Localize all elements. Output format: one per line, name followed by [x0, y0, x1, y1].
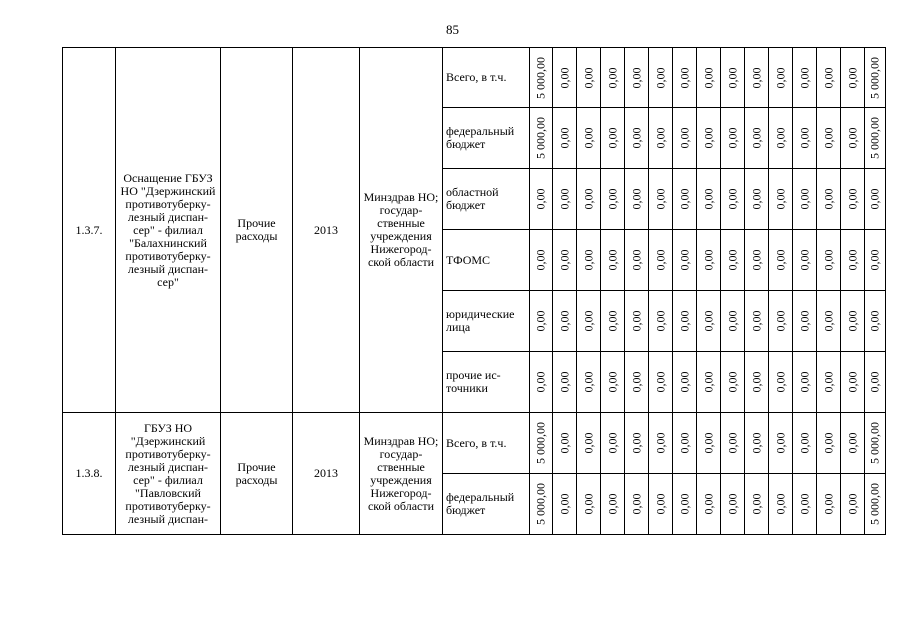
amount-value: 0,00 [653, 127, 667, 149]
amount-cell [745, 291, 769, 352]
amount-value: 0,00 [725, 127, 739, 149]
amount-cell [673, 474, 697, 535]
amount-cell [697, 291, 721, 352]
amount-value: 0,00 [701, 432, 715, 454]
amount-value: 0,00 [845, 493, 859, 515]
amount-value: 5 000,00 [533, 117, 548, 159]
amount-cell [673, 413, 697, 474]
amount-cell [697, 413, 721, 474]
amount-cell [865, 48, 886, 108]
amount-cell [625, 48, 649, 108]
amount-cell [530, 48, 553, 108]
amount-cell [649, 108, 673, 169]
amount-cell [721, 169, 745, 230]
amount-value: 0,00 [533, 188, 548, 210]
amount-cell [697, 48, 721, 108]
amount-value: 0,00 [725, 310, 739, 332]
amount-value: 0,00 [581, 127, 595, 149]
amount-cell [577, 108, 601, 169]
amount-cell [625, 230, 649, 291]
amount-value: 0,00 [629, 432, 643, 454]
amount-cell [625, 169, 649, 230]
amount-cell [841, 352, 865, 413]
executor: Минздрав НО; государ-ственные учреждения Нижегород-ской области [360, 48, 443, 413]
amount-value: 0,00 [701, 310, 715, 332]
amount-value: 0,00 [605, 432, 619, 454]
amount-cell [817, 474, 841, 535]
amount-cell [793, 230, 817, 291]
amount-cell [841, 230, 865, 291]
amount-value: 0,00 [677, 371, 691, 393]
amount-value: 0,00 [821, 432, 835, 454]
item-name: Оснащение ГБУЗ НО "Дзержинский противотуберку-лезный диспан-сер" - филиал "Балахнинский противотуберку-лезный диспан-сер" [116, 48, 221, 413]
amount-value: 0,00 [557, 188, 571, 210]
amount-value: 0,00 [773, 493, 787, 515]
amount-cell [721, 230, 745, 291]
amount-cell [841, 48, 865, 108]
amount-cell [745, 413, 769, 474]
amount-value: 0,00 [581, 493, 595, 515]
amount-value: 0,00 [845, 188, 859, 210]
amount-cell [865, 413, 886, 474]
amount-cell [553, 474, 577, 535]
amount-cell [649, 48, 673, 108]
amount-value: 0,00 [581, 432, 595, 454]
item-code: 1.3.7. [63, 48, 116, 413]
amount-cell [601, 108, 625, 169]
amount-value: 5 000,00 [533, 422, 548, 464]
amount-cell [865, 474, 886, 535]
amount-cell [745, 474, 769, 535]
amount-value: 0,00 [581, 249, 595, 271]
amount-value: 0,00 [653, 371, 667, 393]
amount-value: 0,00 [653, 249, 667, 271]
amount-value: 5 000,00 [867, 483, 882, 525]
amount-cell [841, 291, 865, 352]
amount-cell [601, 413, 625, 474]
amount-cell [745, 169, 769, 230]
amount-value: 0,00 [797, 127, 811, 149]
amount-cell [865, 291, 886, 352]
amount-value: 0,00 [797, 371, 811, 393]
amount-cell [625, 352, 649, 413]
amount-cell [817, 169, 841, 230]
amount-value: 0,00 [725, 67, 739, 88]
funding-source: областной бюджет [443, 169, 530, 230]
amount-value: 5 000,00 [867, 422, 882, 464]
amount-value: 0,00 [557, 493, 571, 515]
amount-value: 0,00 [533, 249, 548, 271]
amount-value: 5 000,00 [867, 56, 882, 99]
amount-cell [530, 352, 553, 413]
amount-cell [793, 108, 817, 169]
table-row [63, 48, 886, 108]
amount-value: 0,00 [749, 371, 763, 393]
amount-cell [697, 474, 721, 535]
amount-cell [697, 108, 721, 169]
amount-value: 0,00 [677, 127, 691, 149]
amount-value: 0,00 [677, 493, 691, 515]
amount-cell [793, 169, 817, 230]
amount-value: 0,00 [629, 67, 643, 88]
amount-cell [601, 291, 625, 352]
amount-cell [649, 352, 673, 413]
amount-cell [577, 352, 601, 413]
amount-value: 0,00 [653, 67, 667, 88]
funding-source: Всего, в т.ч. [443, 48, 530, 108]
amount-cell [841, 169, 865, 230]
amount-value: 0,00 [557, 127, 571, 149]
amount-cell [553, 352, 577, 413]
amount-value: 0,00 [821, 493, 835, 515]
amount-value: 0,00 [773, 310, 787, 332]
amount-cell [865, 108, 886, 169]
amount-cell [673, 230, 697, 291]
amount-value: 5 000,00 [533, 56, 548, 99]
funding-source: федеральный бюджет [443, 474, 530, 535]
amount-value: 0,00 [749, 310, 763, 332]
amount-cell [577, 413, 601, 474]
amount-value: 0,00 [867, 371, 882, 393]
amount-value: 0,00 [845, 310, 859, 332]
amount-cell [793, 413, 817, 474]
amount-cell [577, 48, 601, 108]
amount-cell [841, 108, 865, 169]
amount-value: 0,00 [581, 371, 595, 393]
amount-value: 0,00 [701, 493, 715, 515]
amount-cell [769, 413, 793, 474]
amount-cell [769, 291, 793, 352]
amount-value: 0,00 [773, 249, 787, 271]
amount-cell [769, 169, 793, 230]
amount-value: 5 000,00 [867, 117, 882, 159]
amount-value: 0,00 [867, 188, 882, 210]
expense-type: Прочие расходы [221, 48, 293, 413]
amount-cell [577, 169, 601, 230]
amount-value: 0,00 [701, 188, 715, 210]
amount-cell [673, 291, 697, 352]
amount-cell [769, 474, 793, 535]
amount-value: 5 000,00 [533, 483, 548, 525]
amount-value: 0,00 [629, 127, 643, 149]
table-row [63, 413, 886, 474]
amount-value: 0,00 [845, 249, 859, 271]
amount-cell [673, 108, 697, 169]
amount-cell [601, 352, 625, 413]
amount-value: 0,00 [605, 249, 619, 271]
item-name: ГБУЗ НО "Дзержинский противотуберку-лезный диспан-сер" - филиал "Павловский противотуберку-лезный диспан- [116, 413, 221, 535]
amount-value: 0,00 [581, 310, 595, 332]
amount-cell [817, 291, 841, 352]
amount-value: 0,00 [797, 188, 811, 210]
amount-cell [530, 291, 553, 352]
amount-value: 0,00 [629, 493, 643, 515]
amount-value: 0,00 [797, 493, 811, 515]
amount-cell [601, 230, 625, 291]
page-number: 85 [446, 22, 459, 37]
amount-cell [673, 169, 697, 230]
amount-value: 0,00 [701, 249, 715, 271]
amount-value: 0,00 [677, 188, 691, 210]
amount-value: 0,00 [653, 188, 667, 210]
amount-cell [553, 230, 577, 291]
amount-value: 0,00 [749, 493, 763, 515]
amount-value: 0,00 [773, 432, 787, 454]
amount-value: 0,00 [797, 249, 811, 271]
amount-value: 0,00 [725, 188, 739, 210]
funding-source: юридические лица [443, 291, 530, 352]
amount-cell [601, 48, 625, 108]
amount-cell [601, 169, 625, 230]
amount-value: 0,00 [725, 493, 739, 515]
amount-cell [793, 474, 817, 535]
funding-source: ТФОМС [443, 230, 530, 291]
amount-cell [625, 108, 649, 169]
amount-value: 0,00 [653, 493, 667, 515]
amount-cell [673, 48, 697, 108]
amount-cell [817, 48, 841, 108]
amount-cell [577, 230, 601, 291]
amount-cell [745, 352, 769, 413]
amount-value: 0,00 [821, 127, 835, 149]
amount-value: 0,00 [605, 127, 619, 149]
amount-value: 0,00 [701, 371, 715, 393]
amount-value: 0,00 [773, 67, 787, 88]
funding-source: федеральный бюджет [443, 108, 530, 169]
amount-value: 0,00 [557, 432, 571, 454]
amount-value: 0,00 [749, 127, 763, 149]
amount-value: 0,00 [677, 67, 691, 88]
amount-cell [721, 291, 745, 352]
amount-value: 0,00 [821, 249, 835, 271]
amount-cell [745, 108, 769, 169]
amount-value: 0,00 [749, 249, 763, 271]
amount-value: 0,00 [797, 310, 811, 332]
amount-value: 0,00 [749, 188, 763, 210]
amount-cell [697, 352, 721, 413]
amount-cell [553, 291, 577, 352]
amount-cell [530, 169, 553, 230]
item-year: 2013 [293, 48, 360, 413]
amount-cell [530, 474, 553, 535]
amount-value: 0,00 [821, 67, 835, 88]
amount-cell [841, 474, 865, 535]
amount-value: 0,00 [605, 371, 619, 393]
amount-cell [769, 230, 793, 291]
amount-cell [865, 230, 886, 291]
amount-value: 0,00 [557, 67, 571, 88]
item-code: 1.3.8. [63, 413, 116, 535]
amount-value: 0,00 [653, 310, 667, 332]
amount-value: 0,00 [557, 249, 571, 271]
amount-value: 0,00 [725, 432, 739, 454]
amount-cell [530, 108, 553, 169]
amount-cell [793, 48, 817, 108]
amount-cell [625, 291, 649, 352]
amount-cell [817, 230, 841, 291]
amount-value: 0,00 [557, 371, 571, 393]
amount-cell [649, 413, 673, 474]
budget-table [62, 47, 886, 535]
amount-value: 0,00 [629, 249, 643, 271]
amount-value: 0,00 [821, 371, 835, 393]
amount-value: 0,00 [845, 67, 859, 88]
amount-cell [697, 169, 721, 230]
amount-value: 0,00 [797, 432, 811, 454]
amount-cell [577, 291, 601, 352]
amount-value: 0,00 [845, 432, 859, 454]
amount-cell [817, 352, 841, 413]
amount-cell [625, 474, 649, 535]
amount-value: 0,00 [773, 188, 787, 210]
amount-value: 0,00 [605, 188, 619, 210]
item-year: 2013 [293, 413, 360, 535]
amount-value: 0,00 [677, 310, 691, 332]
amount-cell [601, 474, 625, 535]
amount-value: 0,00 [701, 127, 715, 149]
amount-value: 0,00 [557, 310, 571, 332]
amount-cell [530, 230, 553, 291]
amount-cell [865, 169, 886, 230]
amount-cell [745, 48, 769, 108]
amount-value: 0,00 [867, 249, 882, 271]
amount-cell [745, 230, 769, 291]
funding-source: прочие ис-точники [443, 352, 530, 413]
amount-value: 0,00 [749, 432, 763, 454]
funding-source: Всего, в т.ч. [443, 413, 530, 474]
amount-value: 0,00 [629, 310, 643, 332]
amount-value: 0,00 [605, 67, 619, 88]
executor: Минздрав НО; государ-ственные учреждения Нижегород-ской области [360, 413, 443, 535]
amount-value: 0,00 [605, 493, 619, 515]
amount-cell [793, 352, 817, 413]
amount-value: 0,00 [629, 188, 643, 210]
amount-value: 0,00 [845, 127, 859, 149]
amount-cell [649, 474, 673, 535]
amount-cell [625, 413, 649, 474]
amount-value: 0,00 [629, 371, 643, 393]
amount-value: 0,00 [749, 67, 763, 88]
amount-value: 0,00 [677, 249, 691, 271]
amount-cell [553, 169, 577, 230]
amount-cell [865, 352, 886, 413]
amount-cell [817, 413, 841, 474]
amount-cell [697, 230, 721, 291]
amount-value: 0,00 [725, 249, 739, 271]
amount-cell [721, 352, 745, 413]
amount-cell [577, 474, 601, 535]
amount-cell [673, 352, 697, 413]
amount-value: 0,00 [605, 310, 619, 332]
amount-value: 0,00 [867, 310, 882, 332]
amount-value: 0,00 [581, 188, 595, 210]
amount-value: 0,00 [725, 371, 739, 393]
amount-cell [721, 413, 745, 474]
amount-value: 0,00 [581, 67, 595, 88]
amount-cell [721, 48, 745, 108]
amount-cell [721, 474, 745, 535]
amount-cell [817, 108, 841, 169]
amount-cell [649, 169, 673, 230]
amount-value: 0,00 [677, 432, 691, 454]
amount-cell [649, 291, 673, 352]
amount-value: 0,00 [533, 371, 548, 393]
amount-value: 0,00 [653, 432, 667, 454]
amount-value: 0,00 [701, 67, 715, 88]
amount-cell [769, 352, 793, 413]
amount-value: 0,00 [773, 127, 787, 149]
amount-cell [793, 291, 817, 352]
amount-value: 0,00 [797, 67, 811, 88]
amount-cell [553, 48, 577, 108]
amount-cell [649, 230, 673, 291]
amount-cell [841, 413, 865, 474]
amount-value: 0,00 [773, 371, 787, 393]
amount-value: 0,00 [821, 188, 835, 210]
amount-value: 0,00 [845, 371, 859, 393]
amount-value: 0,00 [533, 310, 548, 332]
amount-cell [721, 108, 745, 169]
expense-type: Прочие расходы [221, 413, 293, 535]
amount-cell [530, 413, 553, 474]
amount-cell [769, 48, 793, 108]
amount-cell [553, 413, 577, 474]
amount-cell [769, 108, 793, 169]
amount-cell [553, 108, 577, 169]
amount-value: 0,00 [821, 310, 835, 332]
